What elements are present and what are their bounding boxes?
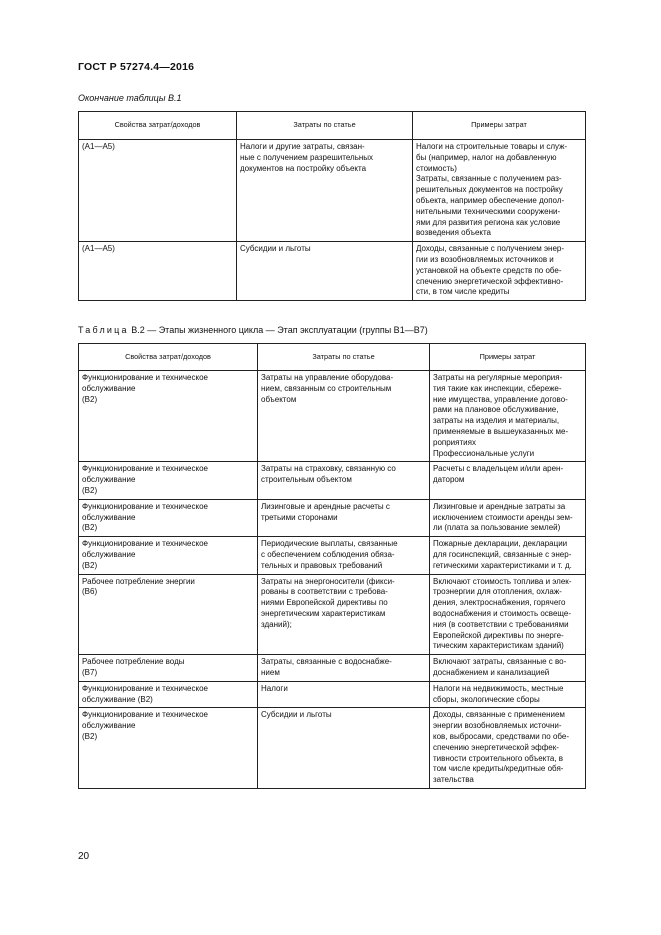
cell-cost-item: Затраты на управление оборудова- нием, связанным со строительным объектом <box>258 371 430 462</box>
table-row <box>79 499 586 536</box>
column-header-properties: Свойства затрат/доходов <box>79 344 258 371</box>
cell-cost-item: Субсидии и льготы <box>258 708 430 789</box>
table-row <box>79 140 586 242</box>
document-code: ГОСТ Р 57274.4—2016 <box>78 61 195 73</box>
cell-cost-item: Налоги и другие затраты, связан- ные с получением разрешительных документов на постройку объекта <box>237 140 413 242</box>
cell-examples: Расчеты с владельцем и/или арен- датором <box>430 462 586 499</box>
cell-cost-item: Затраты, связанные с водоснабже- нием <box>258 655 430 682</box>
cell-cost-item: Налоги <box>258 681 430 708</box>
table-b2 <box>78 343 586 789</box>
column-header-examples: Примеры затрат <box>413 112 586 140</box>
table-b1 <box>78 111 586 301</box>
table-row <box>79 537 586 574</box>
cell-cost-item: Субсидии и льготы <box>237 242 413 301</box>
table-row <box>79 708 586 789</box>
cell-properties: Функционирование и техническое обслуживание (В2) <box>79 708 258 789</box>
column-header-properties: Свойства затрат/доходов <box>79 112 237 140</box>
cell-examples: Доходы, связанные с применением энергии возобновляемых источни- ков, выбросами, средствами по обе- спечению энергетической эффек- тивности строительного объекта, в том числе кредиты/кредитные обя- зательства <box>430 708 586 789</box>
table-header-row <box>79 112 586 140</box>
cell-examples: Пожарные декларации, декларации для госинспекций, связанные с энер- гетическими характеристиками и т. д. <box>430 537 586 574</box>
caption-label: Таблица <box>78 325 129 335</box>
column-header-examples: Примеры затрат <box>430 344 586 371</box>
page-number: 20 <box>78 851 90 862</box>
table-row <box>79 462 586 499</box>
cell-examples: Лизинговые и арендные затраты за исключением стоимости аренды зем- ли (плата за пользование землей) <box>430 499 586 536</box>
cell-examples: Доходы, связанные с получением энер- гии из возобновляемых источников и установкой на объекте средств по обе- спечению энергетической эффективно- сти, в том числе кредиты <box>413 242 586 301</box>
cell-properties: Функционирование и техническое обслуживание (В2) <box>79 499 258 536</box>
table-b2-caption <box>78 325 428 335</box>
cell-properties: Рабочее потребление энергии (В6) <box>79 574 258 655</box>
table-row <box>79 371 586 462</box>
cell-examples: Налоги на строительные товары и служ- бы (например, налог на добавленную стоимость) Затраты, связанные с получением раз- решительных документов на постройку объекта, например обеспечение допол- нительными техническими сооружени- ями для развития региона как условие возведения объекта <box>413 140 586 242</box>
cell-cost-item: Затраты на энергоносители (фикси- рованы в соответствии с требова- ниями Европейской директивы по энергетическим характеристикам зданий); <box>258 574 430 655</box>
table-row <box>79 681 586 708</box>
cell-examples: Включают стоимость топлива и элек- троэнергии для отопления, охлаж- дения, электроснабжения, горячего водоснабжения и стоимость освеще- ния (в соответствии с требованиями Европейской директивы по энерге- тическим характеристикам зданий) <box>430 574 586 655</box>
table-header-row <box>79 344 586 371</box>
cell-cost-item: Затраты на страховку, связанную со строительным объектом <box>258 462 430 499</box>
cell-properties: Функционирование и техническое обслуживание (В2) <box>79 681 258 708</box>
cell-examples: Налоги на недвижимость, местные сборы, экологические сборы <box>430 681 586 708</box>
cell-cost-item: Периодические выплаты, связанные с обеспечением соблюдения обяза- тельных и правовых требований <box>258 537 430 574</box>
cell-properties: (А1—А5) <box>79 140 237 242</box>
table-continuation-caption: Окончание таблицы В.1 <box>78 93 182 103</box>
table-row <box>79 655 586 682</box>
cell-properties: Функционирование и техническое обслуживание (В2) <box>79 537 258 574</box>
cell-examples: Затраты на регулярные мероприя- тия такие как инспекции, сбереже- ние имущества, управление догово- рами на плановое обслуживание, затраты на изделия и материалы, применяемые в вышеуказанных ме- роприятиях Профессиональные услуги <box>430 371 586 462</box>
cell-cost-item: Лизинговые и арендные расчеты с третьими сторонами <box>258 499 430 536</box>
caption-text: В.2 — Этапы жизненного цикла — Этап эксплуатации (группы В1—В7) <box>128 325 428 335</box>
cell-properties: Функционирование и техническое обслуживание (В2) <box>79 462 258 499</box>
cell-properties: (А1—А5) <box>79 242 237 301</box>
table-row <box>79 574 586 655</box>
cell-examples: Включают затраты, связанные с во- доснабжением и канализацией <box>430 655 586 682</box>
column-header-cost-item: Затраты по статье <box>237 112 413 140</box>
cell-properties: Функционирование и техническое обслуживание (В2) <box>79 371 258 462</box>
cell-properties: Рабочее потребление воды (В7) <box>79 655 258 682</box>
table-row <box>79 242 586 301</box>
column-header-cost-item: Затраты по статье <box>258 344 430 371</box>
